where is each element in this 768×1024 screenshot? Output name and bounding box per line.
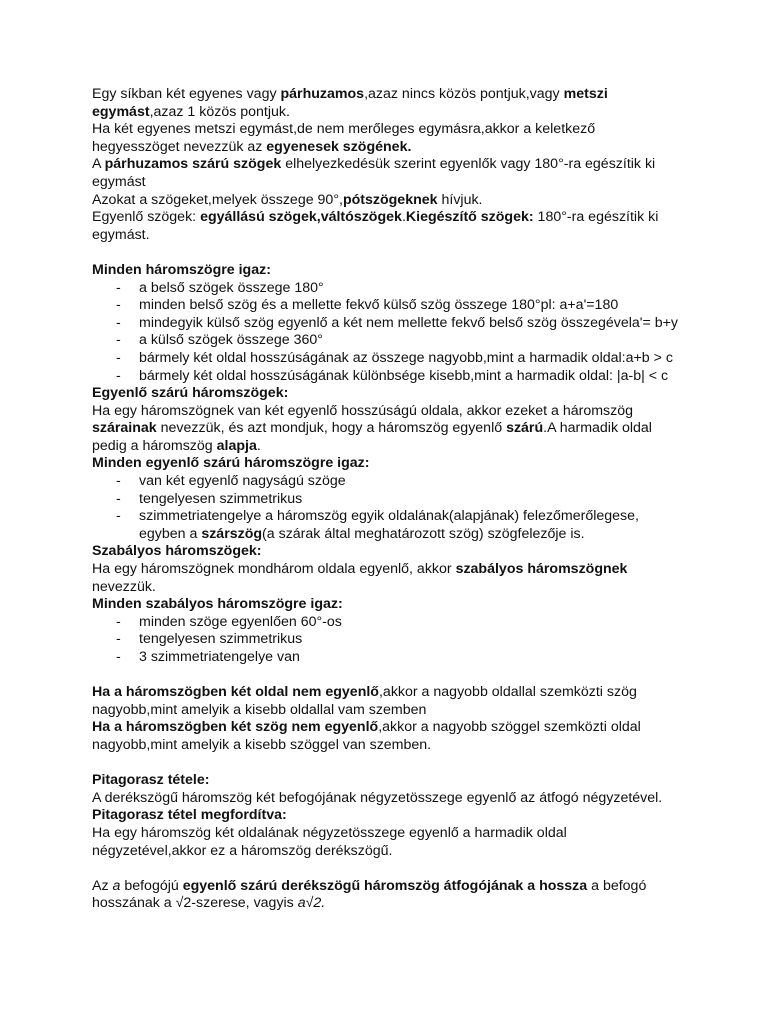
- list-item: [92, 332, 680, 350]
- text-run: nevezzük.: [92, 578, 156, 595]
- dash-bullet-icon: -: [116, 613, 121, 630]
- paragraph: [92, 596, 680, 614]
- paragraph: [92, 121, 680, 156]
- bold-text: metszi egymást: [92, 86, 608, 120]
- text-run: Ha egy háromszögnek mondhárom oldala egyenlő, akkor: [92, 561, 456, 578]
- text-run: Az: [92, 877, 113, 894]
- text-run: ,azaz nincs közös pontjuk,vagy: [364, 86, 564, 102]
- paragraph: [92, 403, 680, 456]
- text-run: ,akkor a nagyobb szöggel szemközti oldal nagyobb,mint amelyik a kisebb szöggel van szemben.: [92, 719, 641, 753]
- document-body: [92, 86, 680, 913]
- dash-bullet-icon: -: [116, 508, 121, 525]
- dash-bullet-icon: -: [116, 349, 121, 366]
- bold-text: egyenesek szögének.: [266, 138, 412, 155]
- bold-text: szárszög: [201, 525, 263, 542]
- text-run: elhelyezkedésük szerint egyenlők vagy 180°-ra egészítik ki egymást: [92, 156, 656, 190]
- text-run: (a szárak által meghatározott szög) szögfelezője is.: [262, 525, 585, 542]
- bold-text: egyenlő szárú derékszögű háromszög átfogójának a hossza: [182, 877, 588, 894]
- text-run: 180°-ra egészítik ki egymást.: [92, 209, 659, 243]
- text-run: van két egyenlő nagyságú szöge: [139, 473, 346, 490]
- bold-text: alapja: [216, 437, 257, 454]
- bold-text: párhuzamos: [280, 86, 365, 102]
- dash-bullet-icon: -: [116, 490, 121, 507]
- text-run: a külső szögek összege 360°: [139, 332, 323, 349]
- text-run: tengelyesen szimmetrikus: [139, 490, 303, 507]
- bold-text: Minden háromszögre igaz:: [92, 261, 271, 278]
- paragraph: [92, 825, 680, 860]
- bullet-list: [92, 473, 680, 543]
- paragraph: [92, 455, 680, 473]
- bold-text: Egyenlő szárú háromszögek:: [92, 385, 289, 402]
- list-item: [92, 315, 680, 333]
- paragraph: [92, 543, 680, 561]
- text-run: Azokat a szögeket,melyek összege 90°,: [92, 191, 343, 208]
- text-run: A: [92, 156, 105, 173]
- bold-text: szabályos háromszögnek: [455, 561, 628, 578]
- blank-line: [92, 667, 680, 685]
- paragraph: [92, 262, 680, 280]
- text-run: Egyenlő szögek:: [92, 209, 201, 226]
- text-run: hívjuk.: [437, 191, 483, 208]
- bold-text: Pitagorasz tétele:: [92, 772, 210, 789]
- blank-line: [92, 860, 680, 878]
- bold-text: Kiegészítő szögek:: [405, 209, 534, 226]
- bold-text: szárú: [506, 420, 544, 437]
- paragraph: [92, 209, 680, 244]
- text-run: mindegyik külső szög egyenlő a két nem mellette fekvő belső szög összegévela'= b+y: [139, 314, 678, 331]
- list-item: [92, 649, 680, 667]
- blank-line: [92, 244, 680, 262]
- dash-bullet-icon: -: [116, 631, 121, 648]
- dash-bullet-icon: -: [116, 332, 121, 349]
- text-run: Ha két egyenes metszi egymást,de nem merőleges egymásra,akkor a keletkező hegyesszöget nevezzük az: [92, 121, 596, 155]
- paragraph: [92, 807, 680, 825]
- italic-text: a√2.: [297, 895, 326, 912]
- bold-text: Minden egyenlő szárú háromszögre igaz:: [92, 455, 370, 472]
- bullet-list: [92, 280, 680, 386]
- text-run: a befogó hosszának a √2-szerese, vagyis: [92, 877, 647, 912]
- text-run: .A harmadik oldal pedig a háromszög: [92, 420, 652, 454]
- bold-text: párhuzamos szárú szögek: [104, 156, 282, 173]
- bullet-list: [92, 614, 680, 667]
- paragraph: [92, 385, 680, 403]
- text-run: .: [256, 437, 261, 454]
- text-run: bármely két oldal hosszúságának különbsége kisebb,mint a harmadik oldal: |a-b| < c: [139, 367, 669, 384]
- text-run: ,akkor a nagyobb oldallal szemközti szög nagyobb,mint amelyik a kisebb oldallal vam szemben: [92, 684, 637, 718]
- bold-text: Szabályos háromszögek:: [92, 543, 262, 560]
- list-item: [92, 297, 680, 315]
- list-item: [92, 280, 680, 298]
- paragraph: [92, 878, 680, 913]
- text-run: 3 szimmetriatengelye van: [139, 649, 300, 665]
- blank-line: [92, 755, 680, 773]
- text-run: Ha egy háromszög két oldalának négyzetösszege egyenlő a harmadik oldal négyzetével,akkor ez a háromszög derékszögű.: [92, 824, 567, 859]
- bold-text: egyállású szögek,váltószögek: [200, 209, 402, 226]
- bold-text: szárainak: [92, 420, 157, 437]
- dash-bullet-icon: -: [116, 297, 121, 314]
- text-run: minden szöge egyenlően 60°-os: [139, 613, 342, 630]
- italic-text: a: [112, 877, 121, 894]
- paragraph: [92, 156, 680, 191]
- paragraph: [92, 192, 680, 210]
- list-item: [92, 368, 680, 386]
- bold-text: Ha a háromszögben két szög nem egyenlő: [92, 719, 379, 736]
- dash-bullet-icon: -: [116, 473, 121, 490]
- text-run: szimmetriatengelye a háromszög egyik oldalának(alapjának) felezőmerőlegese, egyben a: [139, 508, 639, 542]
- paragraph: [92, 86, 680, 121]
- bold-text: Ha a háromszögben két oldal nem egyenlő: [92, 684, 379, 701]
- list-item: [92, 473, 680, 491]
- paragraph: [92, 772, 680, 790]
- text-run: tengelyesen szimmetrikus: [139, 631, 303, 648]
- paragraph: [92, 790, 680, 808]
- dash-bullet-icon: -: [116, 314, 121, 331]
- dash-bullet-icon: -: [116, 279, 121, 296]
- text-run: nevezzük, és azt mondjuk, hogy a háromszög egyenlő: [156, 420, 507, 437]
- list-item: [92, 350, 680, 368]
- list-item: [92, 508, 680, 543]
- text-run: Ha egy háromszögnek van két egyenlő hosszúságú oldala, akkor ezeket a háromszög: [92, 402, 634, 419]
- bold-text: pótszögeknek: [342, 191, 438, 208]
- dash-bullet-icon: -: [116, 367, 121, 384]
- paragraph: [92, 684, 680, 719]
- text-run: ,azaz 1 közös pontjuk.: [149, 103, 290, 120]
- dash-bullet-icon: -: [116, 649, 121, 665]
- text-run: bármely két oldal hosszúságának az összege nagyobb,mint a harmadik oldal:a+b > c: [139, 349, 673, 366]
- bold-text: Pitagorasz tétel megfordítva:: [92, 807, 287, 824]
- paragraph: [92, 719, 680, 754]
- list-item: [92, 631, 680, 649]
- text-run: befogójú: [120, 877, 183, 894]
- list-item: [92, 491, 680, 509]
- paragraph: [92, 561, 680, 596]
- list-item: [92, 614, 680, 632]
- text-run: Egy síkban két egyenes vagy: [92, 86, 281, 102]
- text-run: a belső szögek összege 180°: [139, 279, 324, 296]
- text-run: A derékszögű háromszög két befogójának négyzetösszege egyenlő az átfogó négyzetével.: [92, 789, 663, 806]
- text-run: minden belső szög és a mellette fekvő külső szög összege 180°pl: a+a'=180: [139, 297, 619, 314]
- bold-text: Minden szabályos háromszögre igaz:: [92, 596, 343, 613]
- text-run: .: [401, 209, 406, 226]
